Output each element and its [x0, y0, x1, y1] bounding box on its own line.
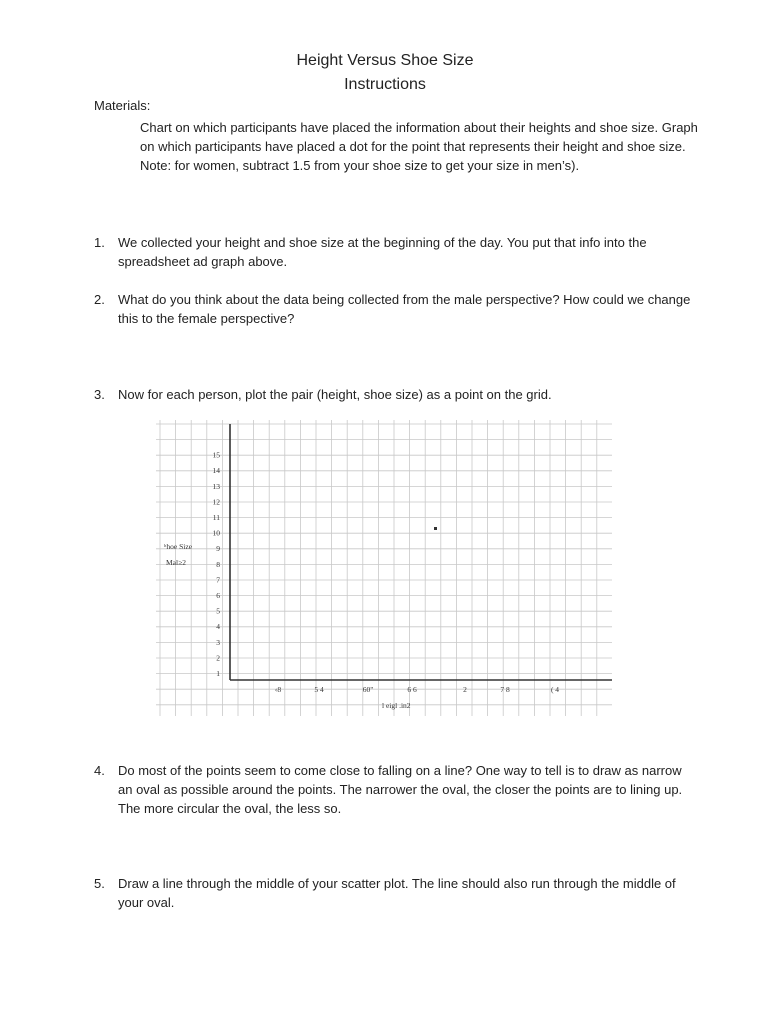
y-tick-label: 9 [216, 544, 220, 554]
question-5-number: 5. [94, 876, 105, 891]
x-tick-label: 5 4 [314, 685, 324, 694]
data-point [434, 527, 437, 530]
scatter-grid [156, 420, 616, 720]
question-4 [94, 761, 696, 818]
y-tick-label: 2 [216, 653, 220, 663]
question-5-text: Draw a line through the middle of your scatter plot. The line should also run through the middle of your oval. [118, 876, 676, 910]
question-4-number: 4. [94, 763, 105, 778]
question-2 [94, 290, 696, 328]
materials-text: Chart on which participants have placed the information about their heights and shoe size. Graph on which participants have placed a dot for the point that represents their height and shoe size. Note: for women, subtract 1.5 from your shoe size to get your size in men’s). [140, 120, 698, 173]
question-3-number: 3. [94, 387, 105, 402]
y-tick-label: 3 [216, 637, 220, 647]
y-tick-label: 7 [216, 575, 220, 585]
x-tick-label: 2 [463, 685, 467, 694]
x-tick-label: ( 4 [550, 685, 560, 694]
y-tick-label: 11 [212, 513, 220, 522]
question-5 [94, 874, 696, 912]
x-axis-label: l eigl .in2 [382, 701, 411, 710]
materials-label: Materials: [94, 98, 151, 113]
x-tick-label: 6 6 [407, 685, 417, 694]
question-3 [94, 385, 696, 404]
x-tick-label: 7 8 [500, 685, 510, 694]
y-tick-label: 6 [216, 591, 220, 600]
question-3-text: Now for each person, plot the pair (height, shoe size) as a point on the grid. [118, 387, 552, 402]
y-tick-label: 12 [212, 497, 220, 507]
y-tick-label: 10 [212, 528, 220, 538]
y-tick-label: 5 [216, 606, 220, 616]
question-1-number: 1. [94, 235, 105, 250]
y-tick-label: 4 [216, 622, 220, 632]
question-1 [94, 233, 696, 271]
question-1-text: We collected your height and shoe size at the beginning of the day. You put that info into the spreadsheet ad graph above. [118, 235, 647, 269]
y-axis-label-sub: Mal≥2 [166, 558, 186, 567]
question-2-text: What do you think about the data being collected from the male perspective? How could we change this to the female perspective? [118, 292, 691, 326]
y-tick-label: 1 [216, 669, 220, 678]
y-tick-label: 8 [216, 559, 220, 569]
y-tick-label: 15 [212, 450, 220, 460]
y-axis-label: ʰhoe Size [164, 542, 193, 551]
document-subtitle: Instructions [344, 76, 426, 93]
y-tick-label: 14 [212, 466, 220, 476]
question-2-number: 2. [94, 292, 105, 307]
document-title: Height Versus Shoe Size [296, 52, 474, 69]
grid-lines [156, 420, 612, 716]
y-tick-label: 13 [212, 481, 220, 491]
question-4-text: Do most of the points seem to come close to falling on a line? One way to tell is to draw as narrow an oval as possible around the points. The narrower the oval, the closer the points are to lining up. The more circular the oval, the less so. [118, 763, 683, 816]
x-tick-label: ‹8 [274, 685, 282, 694]
x-tick-label: 60" [362, 685, 374, 694]
